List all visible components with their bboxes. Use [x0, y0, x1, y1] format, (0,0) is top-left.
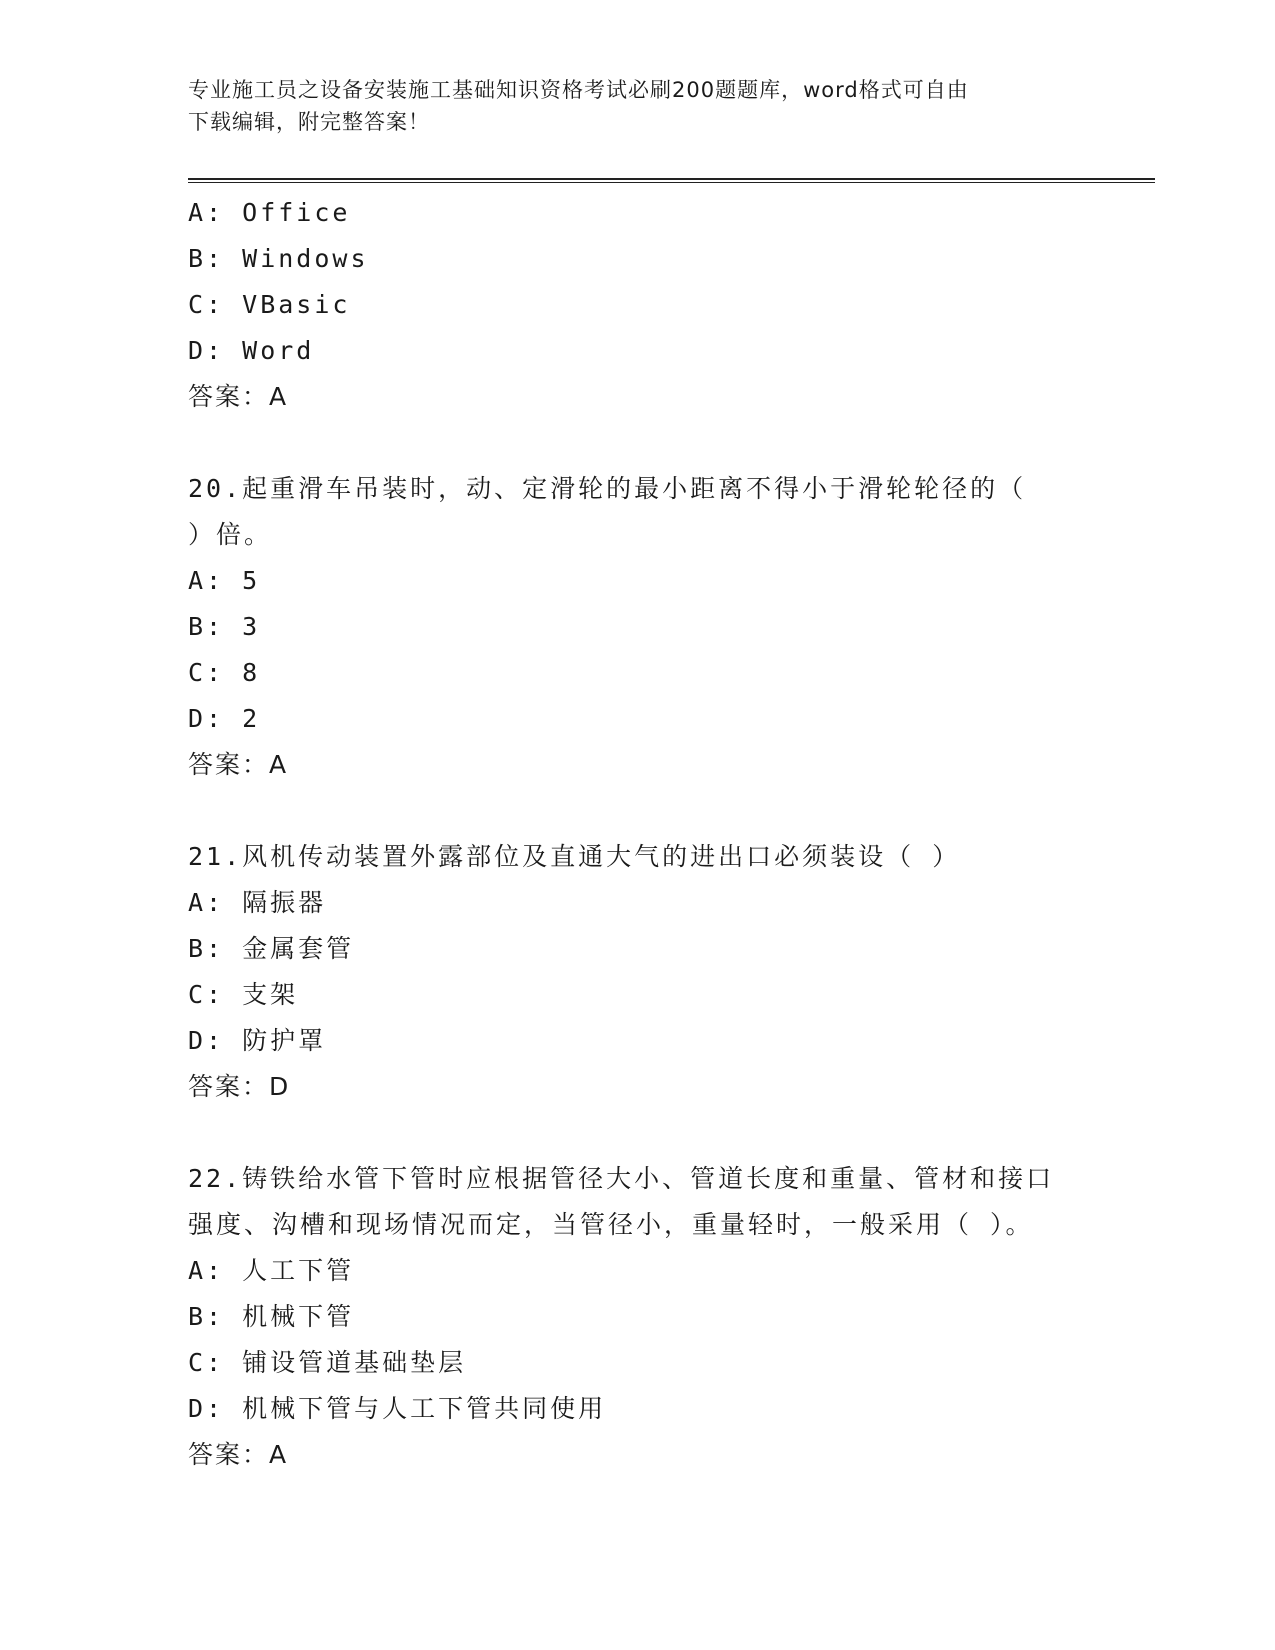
- option-b: B: 3: [188, 612, 261, 641]
- option-a: A: 隔振器: [188, 888, 327, 917]
- option-c: C: 铺设管道基础垫层: [188, 1348, 467, 1377]
- question-block-21: [188, 834, 1148, 1110]
- option-d: D: Word: [188, 336, 315, 365]
- question-text: 21.风机传动装置外露部位及直通大气的进出口必须装设（ ）: [188, 842, 961, 871]
- question-block-20: [188, 466, 1148, 788]
- option-c: C: VBasic: [188, 290, 351, 319]
- option-d: D: 机械下管与人工下管共同使用: [188, 1394, 607, 1423]
- option-a: A: 5: [188, 566, 261, 595]
- option-c: C: 8: [188, 658, 261, 687]
- answer: 答案：D: [188, 1072, 291, 1101]
- header-line-1: 专业施工员之设备安装施工基础知识资格考试必刷200题题库，word格式可自由: [188, 78, 969, 102]
- option-b: B: 金属套管: [188, 934, 355, 963]
- question-block-continued: [188, 190, 1148, 420]
- question-text: 20.起重滑车吊装时，动、定滑轮的最小距离不得小于滑轮轮径的（: [188, 474, 1027, 503]
- question-list: [188, 190, 1148, 1478]
- question-text: 强度、沟槽和现场情况而定，当管径小，重量轻时，一般采用（ ）。: [188, 1210, 1034, 1239]
- answer: 答案：A: [188, 750, 289, 779]
- header-divider-thin: [188, 182, 1155, 183]
- option-a: A: Office: [188, 198, 351, 227]
- spacer: [188, 420, 1148, 466]
- option-a: A: 人工下管: [188, 1256, 355, 1285]
- option-c: C: 支架: [188, 980, 299, 1009]
- header-line-2: 下载编辑，附完整答案！: [188, 110, 430, 134]
- question-text: ）倍。: [188, 520, 273, 549]
- question-text: 22.铸铁给水管下管时应根据管径大小、管道长度和重量、管材和接口: [188, 1164, 1055, 1193]
- spacer: [188, 1110, 1148, 1156]
- option-b: B: 机械下管: [188, 1302, 355, 1331]
- option-d: D: 2: [188, 704, 261, 733]
- answer: 答案：A: [188, 1440, 289, 1469]
- header-divider: [188, 178, 1155, 180]
- option-b: B: Windows: [188, 244, 369, 273]
- option-d: D: 防护罩: [188, 1026, 327, 1055]
- question-block-22: [188, 1156, 1148, 1478]
- answer: 答案：A: [188, 382, 289, 411]
- spacer: [188, 788, 1148, 834]
- document-header: [188, 74, 1088, 138]
